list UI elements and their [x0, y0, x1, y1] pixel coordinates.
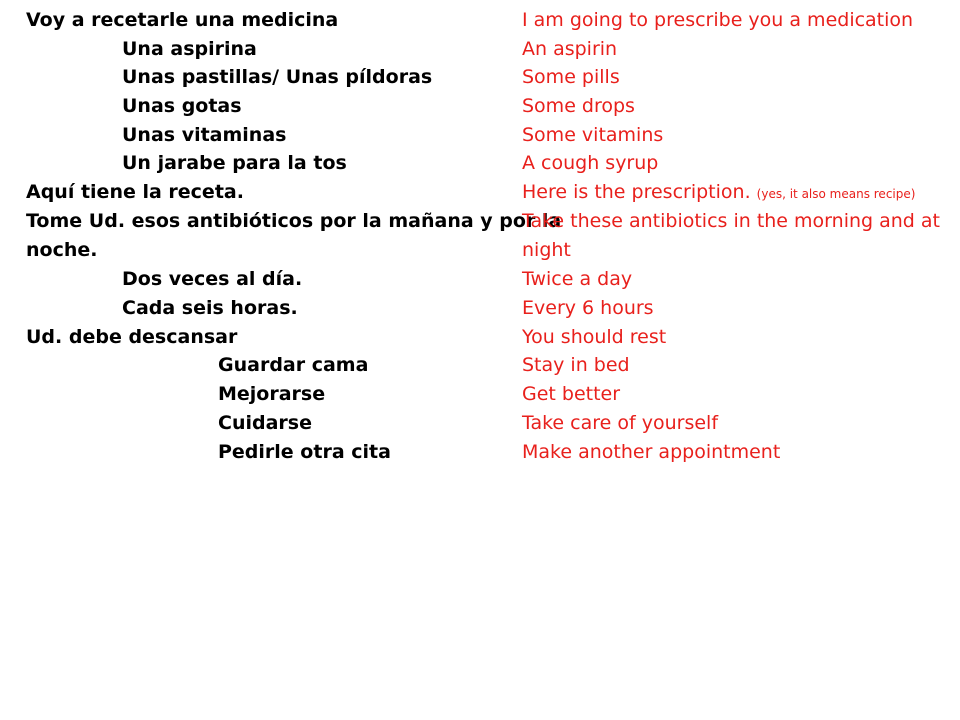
- spanish-line: Mejorarse: [218, 383, 326, 405]
- spanish-line: Guardar cama: [218, 354, 369, 376]
- english-line: Take care of yourself: [522, 412, 719, 434]
- spanish-line: Unas pastillas/ Unas píldoras: [122, 66, 433, 88]
- spanish-line: noche.: [26, 239, 98, 261]
- english-note: (yes, it also means recipe): [756, 187, 916, 201]
- spanish-line: Unas gotas: [122, 95, 242, 117]
- spanish-line: Aquí tiene la receta.: [26, 181, 244, 203]
- english-line: Some pills: [522, 66, 620, 88]
- english-line: Every 6 hours: [522, 297, 654, 319]
- english-line: An aspirin: [522, 38, 618, 60]
- spanish-line: Tome Ud. esos antibióticos por la mañana y por la: [26, 210, 562, 232]
- spanish-line: Dos veces al día.: [122, 268, 303, 290]
- english-line: Some drops: [522, 95, 635, 117]
- english-line: Here is the prescription.: [522, 181, 751, 203]
- spanish-line: Un jarabe para la tos: [122, 152, 347, 174]
- english-line: Some vitamins: [522, 124, 664, 146]
- english-line-with-note: [522, 180, 915, 206]
- spanish-line: Unas vitaminas: [122, 124, 287, 146]
- english-line: Twice a day: [522, 268, 633, 290]
- english-line: You should rest: [522, 326, 667, 348]
- spanish-line: Una aspirina: [122, 38, 257, 60]
- english-line: Take these antibiotics in the morning and at: [522, 210, 940, 232]
- english-line: Get better: [522, 383, 621, 405]
- english-line: A cough syrup: [522, 152, 659, 174]
- spanish-line: Ud. debe descansar: [26, 326, 238, 348]
- spanish-line: Cada seis horas.: [122, 297, 298, 319]
- spanish-line: Pedirle otra cita: [218, 441, 391, 463]
- english-line: I am going to prescribe you a medication: [522, 9, 914, 31]
- english-line: night: [522, 239, 571, 261]
- english-line: Make another appointment: [522, 441, 781, 463]
- spanish-line: Voy a recetarle una medicina: [26, 9, 339, 31]
- english-line: Stay in bed: [522, 354, 630, 376]
- spanish-line: Cuidarse: [218, 412, 312, 434]
